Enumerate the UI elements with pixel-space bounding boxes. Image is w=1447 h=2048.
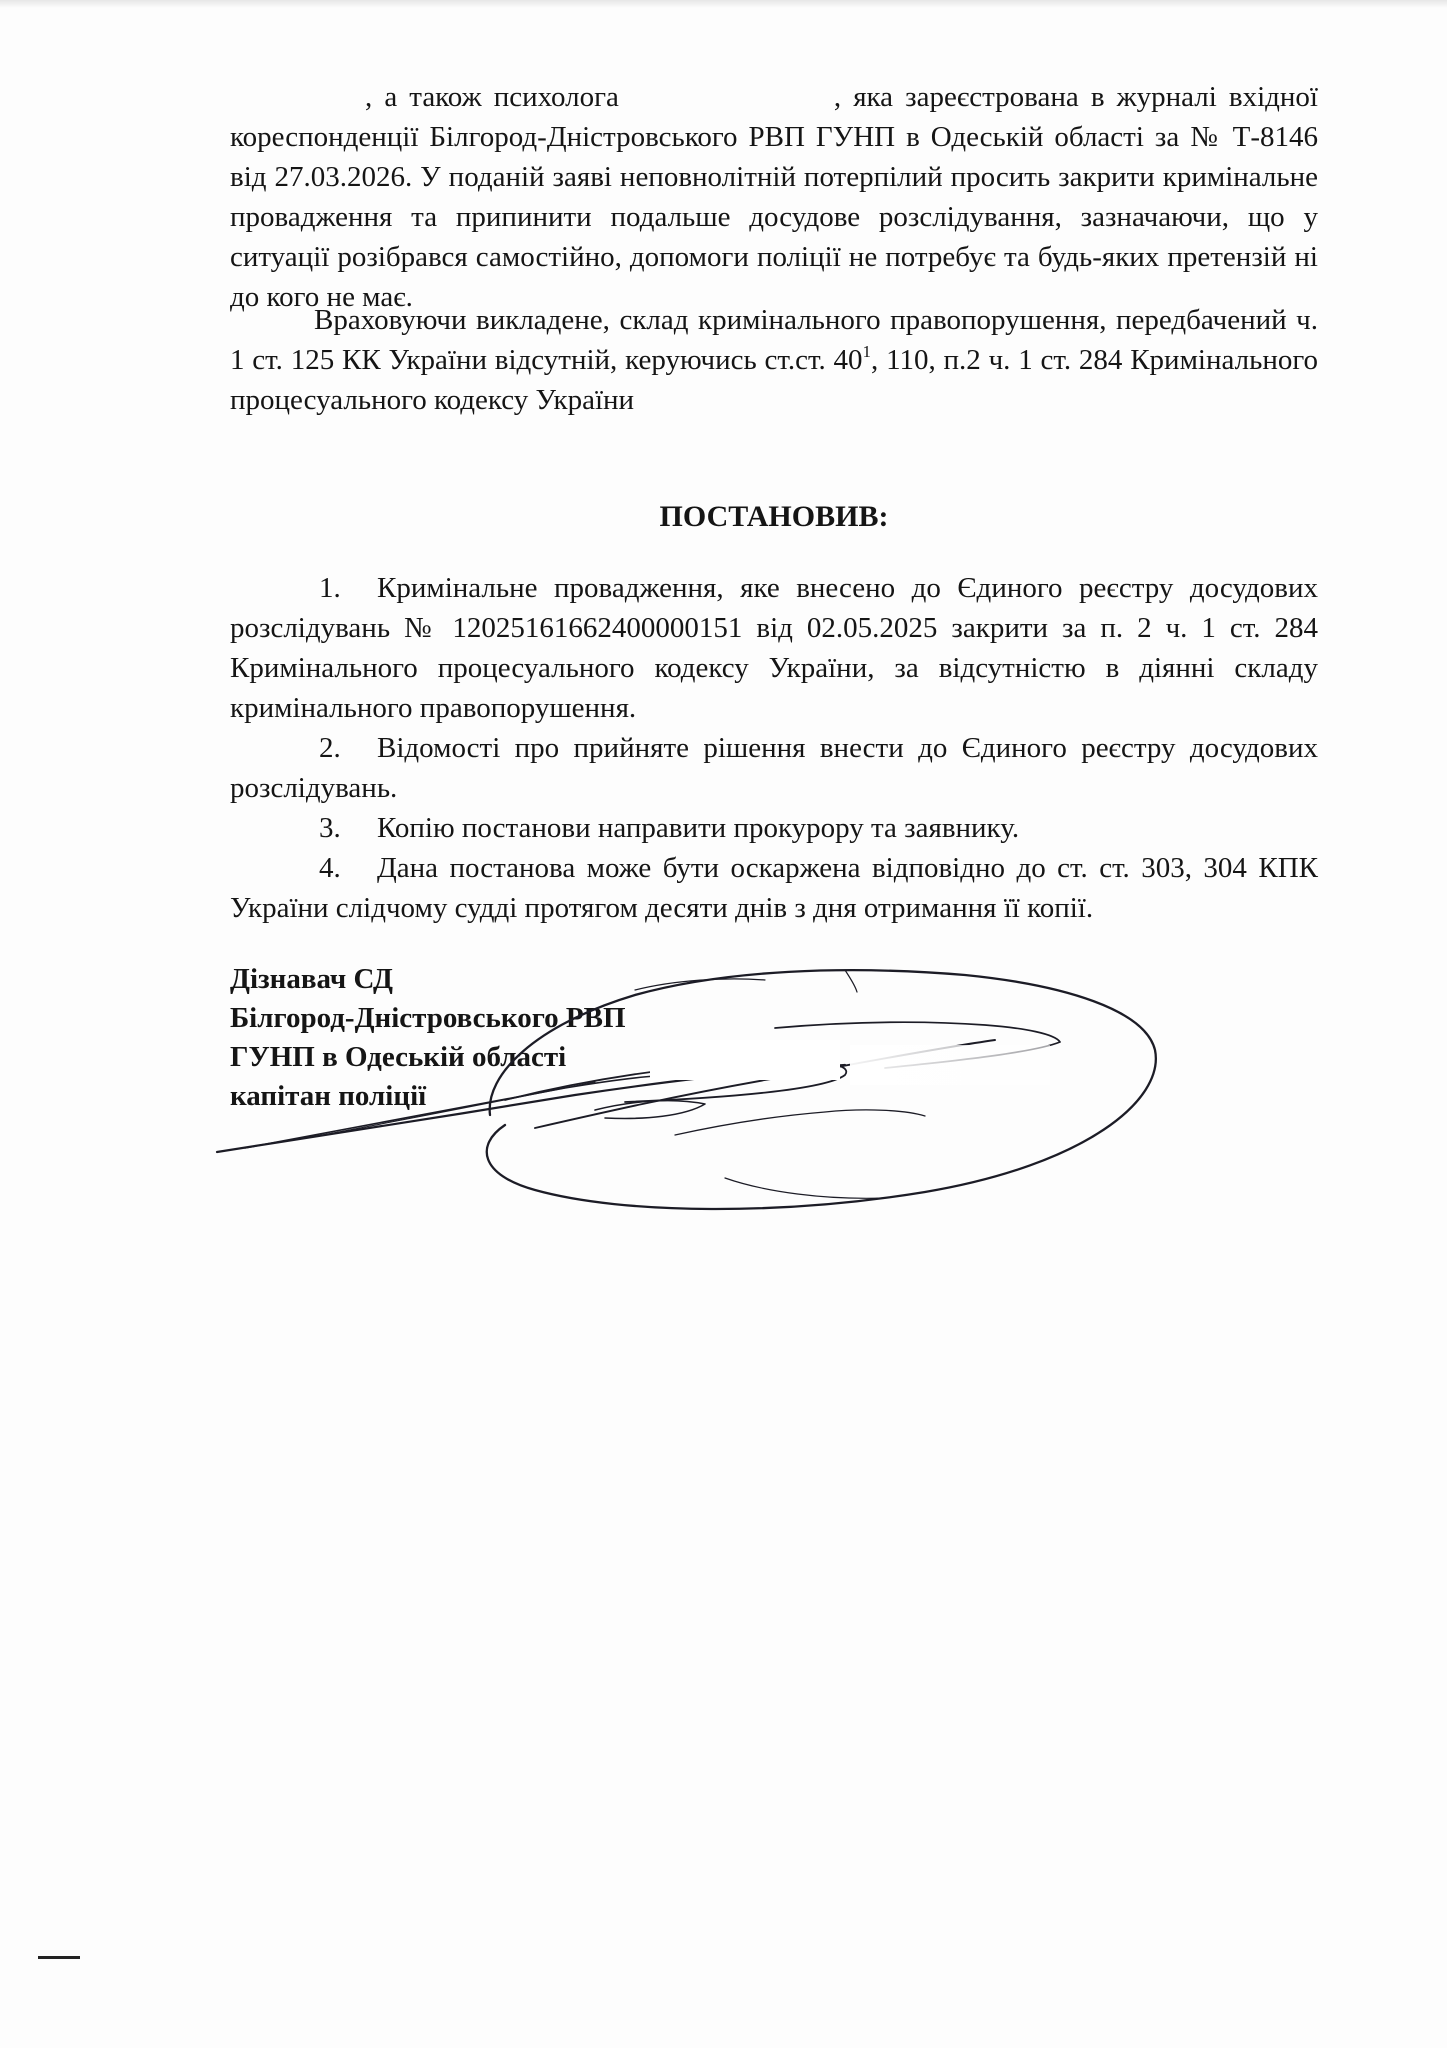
redacted-signer-surname bbox=[850, 1045, 1050, 1085]
paragraph-legal-basis bbox=[230, 300, 1318, 420]
item-number: 1. bbox=[319, 572, 341, 604]
resolution-item-2 bbox=[230, 728, 1318, 808]
resolution-items bbox=[230, 568, 1318, 928]
redacted-signer-name bbox=[650, 1040, 840, 1080]
item-number: 3. bbox=[319, 812, 341, 844]
signatory-agency: ГУНП в Одеській області bbox=[230, 1041, 567, 1073]
item-number: 4. bbox=[319, 852, 341, 884]
scan-edge bbox=[0, 0, 1447, 8]
item-text: Дана постанова може бути оскаржена відповідно до ст. ст. 303, 304 КПК України слідчому судді протягом десяти днів з дня отримання її копії. bbox=[230, 852, 1318, 924]
item-text: Копію постанови направити прокурору та заявнику. bbox=[377, 812, 1020, 844]
paragraph-2-part-a: Враховуючи викладене, склад кримінального правопорушення, передбачений ч. 1 ст. 125 КК України відсутній, керуючись ст.ст. 40 bbox=[230, 304, 1318, 376]
paragraph-applicant-statement bbox=[230, 77, 1318, 317]
item-number: 2. bbox=[319, 732, 341, 764]
item-text: Відомості про прийняте рішення внести до Єдиного реєстру досудових розслідувань. bbox=[230, 732, 1318, 804]
paragraph-1-part-b: , яка зареєстрована в журналі вхідної кореспонденції Білгород-Дністровського РВП ГУНП в Одеській області за № Т-8146 від 27.03.2026. У поданій заяві неповнолітній потерпілий просить закрити кримінальне провадження та припинити подальше досудове розслідування, зазначаючи, що у ситуації розібрався самостійно, допомоги поліції не потребує та будь-яких претензій ні до кого не має. bbox=[230, 81, 1318, 313]
paragraph-1-part-a: , а також психолога bbox=[365, 81, 619, 113]
paragraph-2-part-b: , 110, п.2 ч. 1 ст. 284 Кримінального процесуального кодексу України bbox=[230, 344, 1319, 416]
resolution-item-1 bbox=[230, 568, 1318, 728]
signatory-department: Білгород-Дністровського РВП bbox=[230, 1002, 626, 1034]
item-text: Кримінальне провадження, яке внесено до Єдиного реєстру досудових розслідувань № 12025161662400000151 від 02.05.2025 закрити за п. 2 ч. 1 ст. 284 Кримінального процесуального кодексу України, за відсутністю в діянні складу кримінального правопорушення. bbox=[230, 572, 1318, 724]
resolution-item-4 bbox=[230, 848, 1318, 928]
resolution-heading: ПОСТАНОВИВ: bbox=[659, 500, 889, 533]
article-superscript: 1 bbox=[862, 342, 872, 361]
handwritten-signature bbox=[205, 930, 1205, 1230]
signatory-position: Дізнавач СД bbox=[230, 963, 393, 995]
scan-mark bbox=[38, 1956, 80, 1959]
resolution-item-3 bbox=[230, 808, 1318, 848]
signatory-rank: капітан поліції bbox=[230, 1080, 427, 1112]
